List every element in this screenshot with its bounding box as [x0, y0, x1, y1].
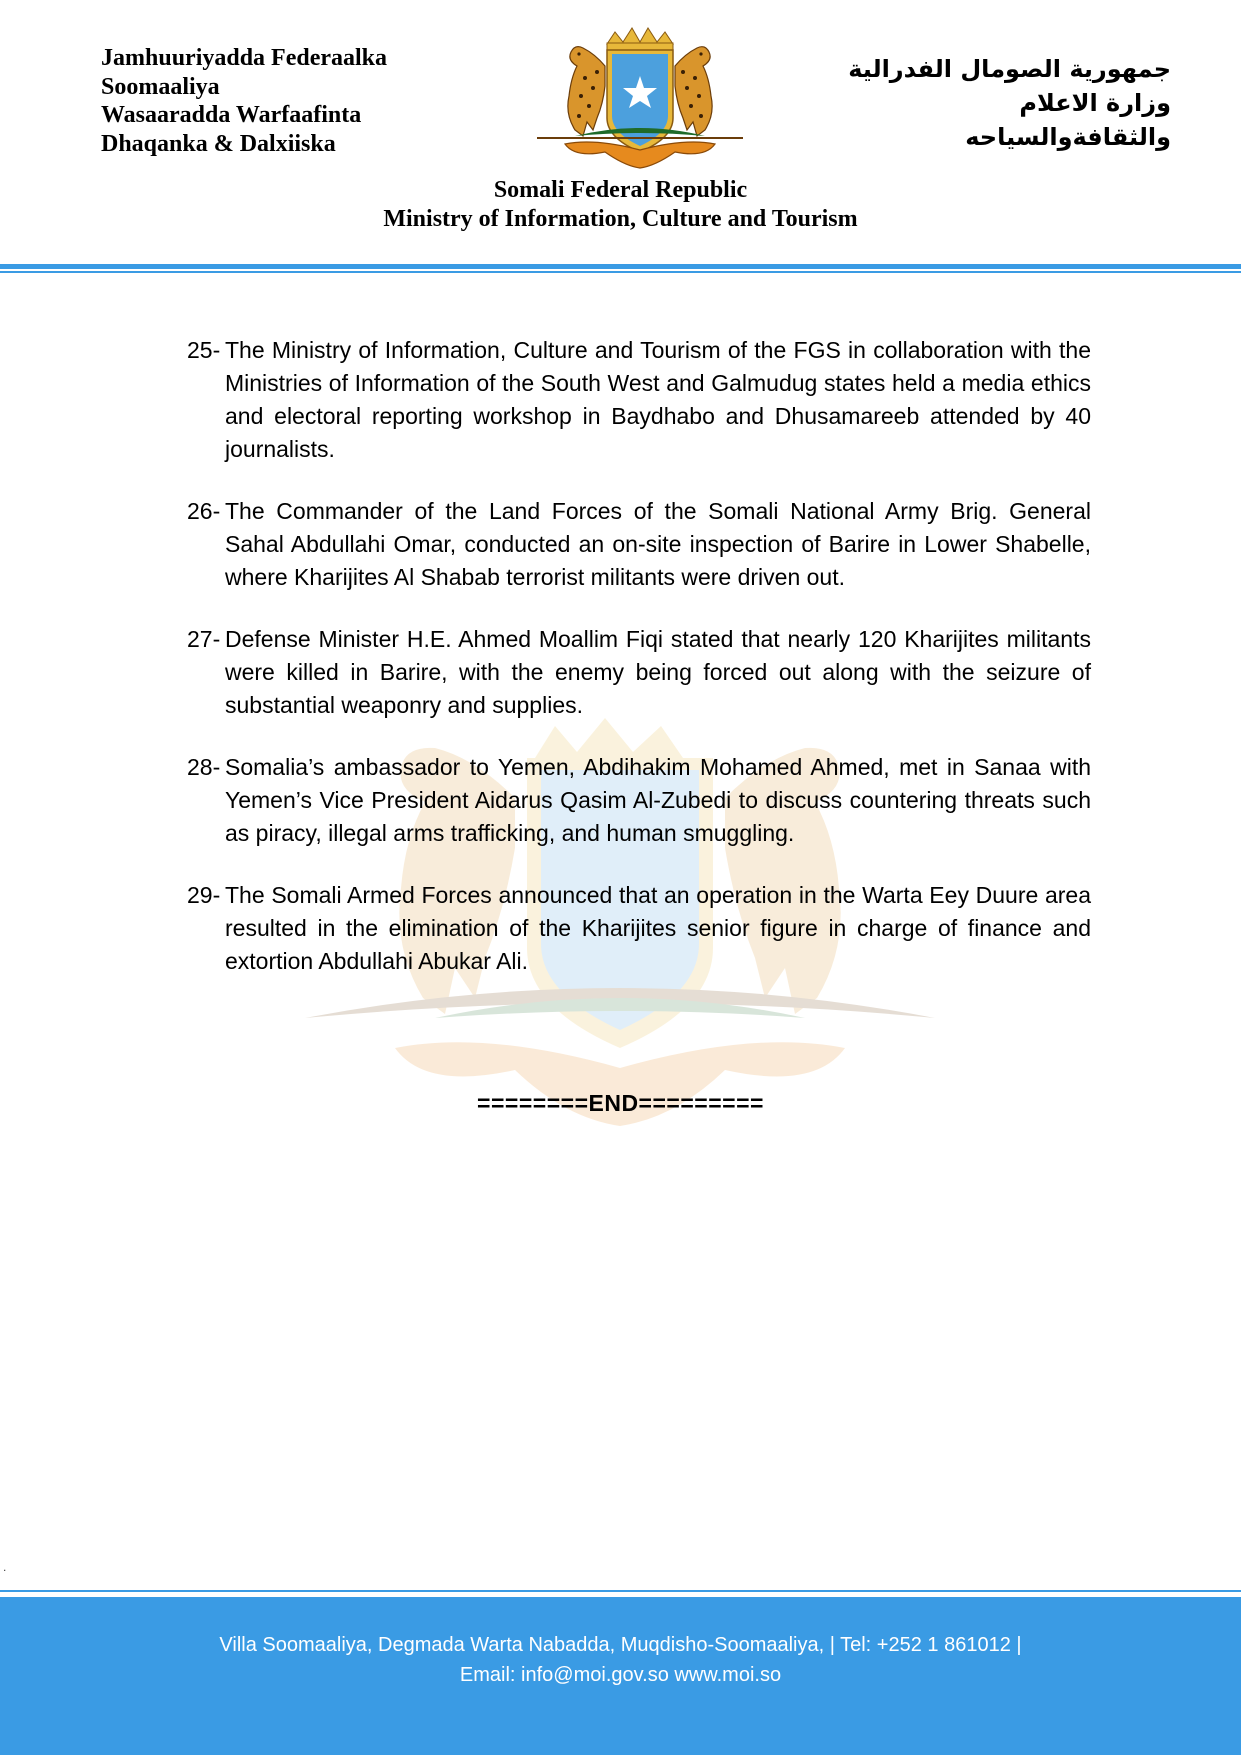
item-text: Defense Minister H.E. Ahmed Moallim Fiqi stated that nearly 120 Kharijites militants were killed in Barire, with the enemy being forced out along with the seizure of substantial weaponry and supplies.	[225, 626, 1091, 718]
list-item	[187, 334, 1091, 466]
header-arabic-line: والثقافةوالسياحه	[965, 123, 1171, 151]
header-somali-name	[101, 44, 387, 158]
item-text: The Commander of the Land Forces of the Somali National Army Brig. General Sahal Abdullahi Omar, conducted an on-site inspection of Barire in Lower Shabelle, where Kharijites Al Shabab terrorist militants were driven out.	[225, 498, 1091, 590]
footer-email-web: Email: info@moi.gov.so www.moi.so	[459, 1664, 782, 1686]
header-arabic-name	[848, 52, 1171, 154]
header-english-line: Ministry of Information, Culture and Tourism	[383, 206, 858, 232]
header-divider-thin	[0, 271, 1241, 273]
item-number: 27-	[187, 626, 221, 652]
footer-contact-bar	[0, 1597, 1241, 1755]
item-number: 28-	[187, 754, 221, 780]
news-items-list	[187, 334, 1091, 1007]
header-arabic-line: جمهورية الصومال الفدرالية	[848, 55, 1171, 83]
stray-mark: .	[3, 1560, 7, 1574]
header-english-name	[0, 176, 1241, 234]
end-marker: ========END=========	[477, 1090, 764, 1116]
list-item	[187, 879, 1091, 978]
item-text: Somalia’s ambassador to Yemen, Abdihakim Mohamed Ahmed, met in Sanaa with Yemen’s Vice President Aidarus Qasim Al-Zubedi to discuss countering threats such as piracy, illegal arms trafficking, and human smuggling.	[225, 754, 1091, 846]
left-leopard-icon	[568, 47, 605, 136]
footer-address: Villa Soomaaliya, Degmada Warta Nabadda, Muqdisho-Soomaaliya, | Tel: +252 1 861012 |	[219, 1634, 1022, 1656]
header-somali-line: Wasaaradda Warfaafinta	[101, 102, 362, 128]
header-somali-line: Soomaaliya	[101, 73, 220, 100]
item-number: 26-	[187, 498, 221, 524]
right-leopard-icon	[675, 47, 712, 136]
crown-icon	[607, 28, 673, 50]
header-somali-line: Dhaqanka & Dalxiiska	[101, 130, 336, 157]
header-arabic-line: وزارة الاعلام	[1019, 89, 1171, 117]
header-english-line: Somali Federal Republic	[493, 177, 748, 203]
header-divider	[0, 264, 1241, 269]
coat-of-arms-icon	[535, 26, 745, 176]
item-text: The Ministry of Information, Culture and Tourism of the FGS in collaboration with the Ministries of Information of the South West and Galmudug states held a media ethics and electoral reporting workshop in Baydhabo and Dhusamareeb attended by 40 journalists.	[225, 337, 1091, 462]
item-number: 29-	[187, 882, 221, 908]
item-number: 25-	[187, 337, 221, 363]
list-item	[187, 751, 1091, 850]
footer-divider-thin	[0, 1590, 1241, 1592]
list-item	[187, 623, 1091, 722]
list-item	[187, 495, 1091, 594]
item-text: The Somali Armed Forces announced that an operation in the Warta Eey Duure area resulted in the elimination of the Kharijites senior figure in charge of finance and extortion Abdullahi Abukar Ali.	[225, 882, 1091, 974]
header-somali-line: Jamhuuriyadda Federaalka	[101, 45, 388, 71]
